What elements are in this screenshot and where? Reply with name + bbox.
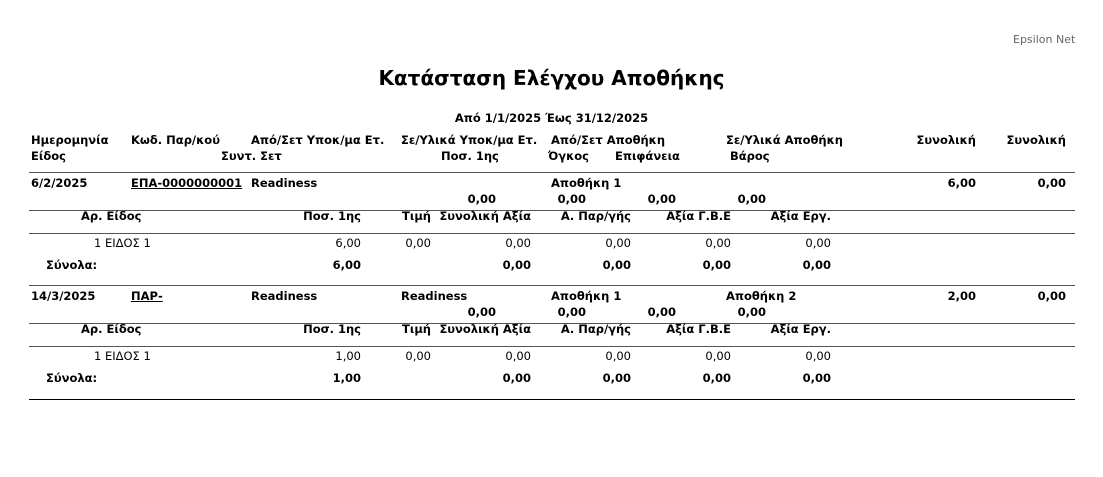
brand-label: Epsilon Net: [1013, 33, 1076, 46]
doc-to-materials: Readiness: [401, 289, 468, 303]
doc-date: 14/3/2025: [31, 289, 96, 303]
detail-header-total-value: Συνολική Αξία: [439, 322, 531, 336]
line-gbe: 0,00: [705, 349, 731, 363]
detail-header-gbe: Αξία Γ.Β.Ε: [666, 209, 731, 223]
totals-qty: 6,00: [332, 258, 361, 272]
header-total-1: Συνολική: [916, 133, 976, 147]
detail-header-production: Α. Παρ/γής: [560, 322, 631, 336]
doc-sub-volume: 0,00: [557, 192, 586, 206]
header-qty-1st: Ποσ. 1ης: [441, 149, 499, 163]
line-item: 1 ΕΙΔΟΣ 1: [94, 236, 151, 250]
header-to-materials-warehouse: Σε/Υλικά Αποθήκη: [726, 133, 843, 147]
header-date: Ημερομηνία: [31, 133, 109, 147]
line-production: 0,00: [605, 236, 631, 250]
totals-total: 0,00: [502, 371, 531, 385]
detail-header-qty: Ποσ. 1ης: [303, 209, 361, 223]
header-volume: Όγκος: [548, 149, 589, 163]
totals-total: 0,00: [502, 258, 531, 272]
doc-total-1: 6,00: [947, 176, 976, 190]
totals-work: 0,00: [802, 371, 831, 385]
doc-to-warehouse: Αποθήκη 2: [726, 289, 797, 303]
line-production: 0,00: [605, 349, 631, 363]
detail-header-total-value: Συνολική Αξία: [439, 209, 531, 223]
detail-header-item: Αρ. Είδος: [81, 322, 142, 336]
totals-label: Σύνολα:: [46, 258, 98, 272]
doc-sub-area: 0,00: [647, 192, 676, 206]
header-weight: Βάρος: [730, 149, 770, 163]
detail-header-bottom-divider: [29, 346, 1075, 347]
line-work: 0,00: [805, 236, 831, 250]
detail-header-work: Αξία Εργ.: [770, 209, 831, 223]
header-item: Είδος: [31, 149, 66, 163]
doc-total-1: 2,00: [947, 289, 976, 303]
totals-gbe: 0,00: [702, 371, 731, 385]
detail-header-gbe: Αξία Γ.Β.Ε: [666, 322, 731, 336]
detail-header-bottom-divider: [29, 233, 1075, 234]
doc-sub-area: 0,00: [647, 305, 676, 319]
doc-sub-weight: 0,00: [737, 192, 766, 206]
header-from-set-warehouse: Από/Σετ Αποθήκη: [551, 133, 666, 147]
doc-sub-volume: 0,00: [557, 305, 586, 319]
line-total: 0,00: [505, 349, 531, 363]
report-period: Από 1/1/2025 Έως 31/12/2025: [454, 111, 649, 125]
report-footer-divider: [29, 399, 1075, 400]
line-price: 0,00: [405, 349, 431, 363]
doc-total-2: 0,00: [1037, 289, 1066, 303]
line-item: 1 ΕΙΔΟΣ 1: [94, 349, 151, 363]
line-gbe: 0,00: [705, 236, 731, 250]
doc-from-set: Readiness: [251, 289, 318, 303]
doc-date: 6/2/2025: [31, 176, 88, 190]
line-qty: 1,00: [335, 349, 361, 363]
detail-header-work: Αξία Εργ.: [770, 322, 831, 336]
doc-from-warehouse: Αποθήκη 1: [551, 176, 622, 190]
header-to-materials-sub: Σε/Υλικά Υποκ/μα Ετ.: [401, 133, 538, 147]
doc-sub-qty: 0,00: [467, 305, 496, 319]
header-from-set-sub: Από/Σετ Υποκ/μα Ετ.: [251, 133, 385, 147]
header-doc-code: Κωδ. Παρ/κού: [131, 133, 220, 147]
detail-header-item: Αρ. Είδος: [81, 209, 142, 223]
totals-label: Σύνολα:: [46, 371, 98, 385]
doc-code-link[interactable]: ΠΑΡ-: [131, 289, 163, 303]
report-title: Κατάσταση Ελέγχου Αποθήκης: [378, 66, 725, 90]
doc-from-warehouse: Αποθήκη 1: [551, 289, 622, 303]
line-qty: 6,00: [335, 236, 361, 250]
line-work: 0,00: [805, 349, 831, 363]
header-area: Επιφάνεια: [615, 149, 680, 163]
line-price: 0,00: [405, 236, 431, 250]
detail-header-price: Τιμή: [402, 209, 431, 223]
totals-qty: 1,00: [332, 371, 361, 385]
line-total: 0,00: [505, 236, 531, 250]
header-total-2: Συνολική: [1006, 133, 1066, 147]
totals-work: 0,00: [802, 258, 831, 272]
doc-sub-qty: 0,00: [467, 192, 496, 206]
header-divider: [29, 172, 1075, 173]
doc-from-set: Readiness: [251, 176, 318, 190]
doc-total-2: 0,00: [1037, 176, 1066, 190]
totals-production: 0,00: [602, 371, 631, 385]
totals-gbe: 0,00: [702, 258, 731, 272]
detail-header-price: Τιμή: [402, 322, 431, 336]
header-set-component: Συντ. Σετ: [221, 149, 282, 163]
totals-production: 0,00: [602, 258, 631, 272]
doc-sub-weight: 0,00: [737, 305, 766, 319]
document-divider: [29, 285, 1075, 286]
detail-header-qty: Ποσ. 1ης: [303, 322, 361, 336]
doc-code-link[interactable]: ΕΠΑ-0000000001: [131, 176, 243, 190]
detail-header-production: Α. Παρ/γής: [560, 209, 631, 223]
